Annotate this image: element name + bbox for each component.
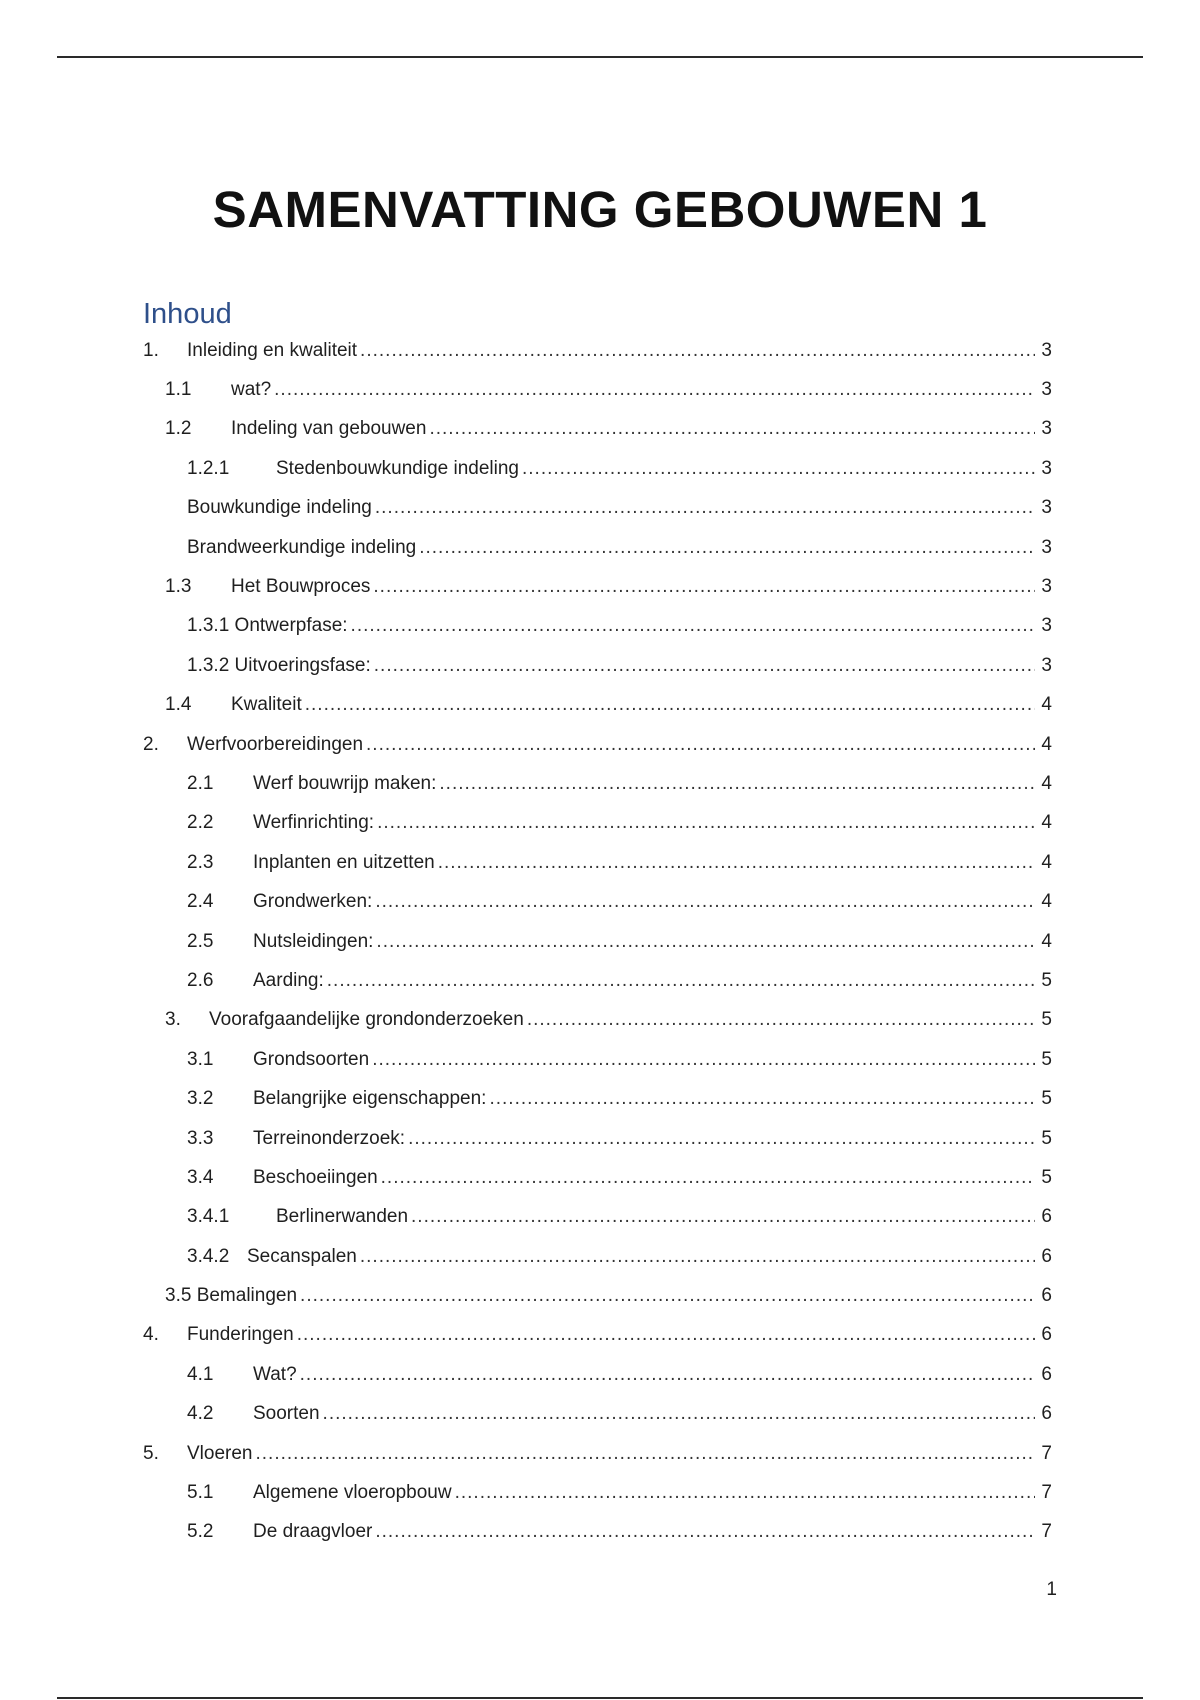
toc-dot-leader [360,1245,1035,1269]
toc-dot-leader [527,1008,1035,1032]
toc-dot-leader [300,1363,1035,1387]
toc-entry-title: Bouwkundige indeling [187,497,372,519]
toc-dot-leader [351,614,1035,638]
toc-entry-title: Inleiding en kwaliteit [187,339,358,361]
toc-dot-leader [305,693,1035,717]
toc-entry-page: 4 [1041,694,1052,716]
toc-entry-number: 2.3 [187,851,214,873]
toc-entry[interactable] [0,922,1200,961]
toc-entry-title: Indeling van gebouwen [231,418,427,440]
toc-entry-page: 5 [1041,1127,1052,1149]
toc-entry-title: Aarding: [253,969,324,991]
toc-entry[interactable] [0,449,1200,488]
toc-entry[interactable] [0,1434,1200,1473]
toc-entry[interactable] [0,1316,1200,1355]
toc-dot-leader [323,1402,1035,1426]
document-title: SAMENVATTING GEBOUWEN 1 [212,181,988,239]
toc-entry-title: Terreinonderzoek: [253,1127,406,1149]
toc-entry-page: 5 [1041,1088,1052,1110]
toc-dot-leader [439,772,1035,796]
toc-entry[interactable] [0,843,1200,882]
toc-entry-number: 2.4 [187,891,214,913]
toc-entry[interactable] [0,489,1200,528]
toc-dot-leader [429,417,1035,441]
toc-entry-page: 5 [1041,1048,1052,1070]
toc-entry-title: Kwaliteit [231,694,302,716]
toc-entry-number: 2. [143,733,159,755]
toc-entry-title: Algemene vloeropbouw [253,1482,452,1504]
toc-entry-title: Voorafgaandelijke grondonderzoeken [209,1009,524,1031]
toc-entry-title: Het Bouwproces [231,576,371,598]
toc-entry[interactable] [0,1040,1200,1079]
toc-entry-number: 1.2 [165,418,192,440]
toc-entry-number: 4.2 [187,1403,214,1425]
toc-entry[interactable] [0,725,1200,764]
toc-entry-page: 3 [1041,615,1052,637]
toc-dot-leader [300,1284,1035,1308]
toc-entry-number: 4.1 [187,1363,214,1385]
toc-entry-page: 6 [1041,1206,1052,1228]
toc-entry-page: 3 [1041,418,1052,440]
toc-entry[interactable] [0,1237,1200,1276]
toc-entry[interactable] [0,1119,1200,1158]
toc-entry-number: 5.1 [187,1482,214,1504]
toc-entry-page: 4 [1041,812,1052,834]
toc-dot-leader [522,457,1035,481]
toc-entry-title: Soorten [253,1403,320,1425]
toc-entry-page: 4 [1041,733,1052,755]
toc-entry-number: 3.2 [187,1088,214,1110]
toc-entry-title: Grondwerken: [253,891,373,913]
toc-entry-title: Vloeren [187,1442,253,1464]
toc-dot-leader [438,851,1035,875]
toc-entry-page: 3 [1041,654,1052,676]
toc-entry[interactable] [0,528,1200,567]
toc-entry[interactable] [0,804,1200,843]
toc-dot-leader [375,496,1035,520]
toc-entry-title: Werfinrichting: [253,812,375,834]
toc-entry-page: 3 [1041,457,1052,479]
toc-entry-title: Funderingen [187,1324,294,1346]
toc-entry-page: 3 [1041,536,1052,558]
toc-entry-title: Werf bouwrijp maken: [253,772,437,794]
toc-entry[interactable] [0,607,1200,646]
toc-entry-title: wat? [231,379,272,401]
toc-entry[interactable] [0,1079,1200,1118]
toc-dot-leader [366,733,1035,757]
toc-entry-page: 4 [1041,772,1052,794]
toc-entry[interactable] [0,1473,1200,1512]
toc-dot-leader [375,890,1035,914]
toc-entry-page: 6 [1041,1245,1052,1267]
toc-entry-page: 4 [1041,851,1052,873]
toc-entry-number: 2.2 [187,812,214,834]
toc-dot-leader [373,575,1035,599]
toc-entry[interactable] [0,1158,1200,1197]
toc-dot-leader [360,339,1035,363]
toc-entry[interactable] [0,1001,1200,1040]
toc-entry-number: 1.4 [165,694,192,716]
toc-entry[interactable] [0,882,1200,921]
toc-entry[interactable] [0,410,1200,449]
toc-entry[interactable] [0,764,1200,803]
toc-entry-number: 1.3 [165,576,192,598]
toc-entry[interactable] [0,686,1200,725]
toc-entry-number: 1.2.1 [187,457,230,479]
toc-entry-number: 2.6 [187,969,214,991]
toc-dot-leader [327,969,1035,993]
toc-entry-page: 3 [1041,379,1052,401]
toc-entry-title: Wat? [253,1363,297,1385]
toc-entry-number: 3.4 [187,1166,214,1188]
toc-dot-leader [274,378,1035,402]
toc-entry-number: 4. [143,1324,159,1346]
toc-entry[interactable] [0,331,1200,370]
toc-heading: Inhoud [143,298,232,330]
toc-entry-page: 4 [1041,891,1052,913]
toc-entry-number: 3.4.1 [187,1206,230,1228]
toc-entry-title: Berlinerwanden [276,1206,409,1228]
toc-entry-page: 6 [1041,1363,1052,1385]
toc-entry[interactable] [0,1198,1200,1237]
toc-entry-title: 3.5 Bemalingen [165,1285,298,1307]
toc-entry-page: 7 [1041,1482,1052,1504]
toc-entry-number: 3.3 [187,1127,214,1149]
toc-entry-title: Grondsoorten [253,1048,370,1070]
toc-entry[interactable] [0,370,1200,409]
toc-entry-page: 6 [1041,1285,1052,1307]
toc-entry-page: 4 [1041,930,1052,952]
toc-dot-leader [376,930,1035,954]
toc-entry-number: 2.1 [187,772,214,794]
toc-entry-number: 3. [165,1009,181,1031]
toc-entry[interactable] [0,567,1200,606]
toc-entry-title: Stedenbouwkundige indeling [276,457,519,479]
toc-entry-page: 6 [1041,1324,1052,1346]
toc-entry-title: De draagvloer [253,1521,373,1543]
toc-entry[interactable] [0,1355,1200,1394]
toc-entry-page: 3 [1041,497,1052,519]
toc-entry-title: Secanspalen [247,1245,357,1267]
toc-dot-leader [374,654,1035,678]
toc-entry-title: 1.3.2 Uitvoeringsfase: [187,654,371,676]
toc-dot-leader [372,1048,1035,1072]
toc-entry[interactable] [0,1395,1200,1434]
toc-entry[interactable] [0,646,1200,685]
toc-entry-page: 7 [1041,1521,1052,1543]
toc-entry-number: 1. [143,339,159,361]
toc-entry-page: 7 [1041,1442,1052,1464]
toc-entry-page: 5 [1041,1166,1052,1188]
table-of-contents [0,331,1200,1552]
toc-entry-title: 1.3.1 Ontwerpfase: [187,615,348,637]
page-number: 1 [1046,1579,1057,1600]
toc-entry-page: 3 [1041,339,1052,361]
toc-entry-title: Brandweerkundige indeling [187,536,417,558]
toc-entry-number: 5. [143,1442,159,1464]
toc-entry-title: Werfvoorbereidingen [187,733,364,755]
toc-entry-title: Nutsleidingen: [253,930,374,952]
toc-entry-number: 3.4.2 [187,1245,230,1267]
toc-entry[interactable] [0,1276,1200,1315]
toc-dot-leader [375,1520,1035,1544]
toc-dot-leader [256,1442,1036,1466]
toc-dot-leader [411,1205,1035,1229]
toc-dot-leader [419,536,1035,560]
toc-entry-page: 6 [1041,1403,1052,1425]
toc-dot-leader [455,1481,1035,1505]
toc-dot-leader [489,1087,1035,1111]
header-rule [57,56,1143,58]
toc-entry[interactable] [0,1513,1200,1552]
footer-rule [57,1697,1143,1699]
toc-entry-title: Beschoeiingen [253,1166,378,1188]
toc-entry-number: 3.1 [187,1048,214,1070]
toc-dot-leader [408,1127,1035,1151]
toc-dot-leader [381,1166,1035,1190]
toc-entry-number: 1.1 [165,379,192,401]
toc-entry-page: 5 [1041,1009,1052,1031]
toc-dot-leader [377,811,1035,835]
toc-entry-page: 3 [1041,576,1052,598]
toc-entry[interactable] [0,961,1200,1000]
toc-entry-number: 5.2 [187,1521,214,1543]
toc-entry-page: 5 [1041,969,1052,991]
toc-entry-title: Inplanten en uitzetten [253,851,435,873]
toc-entry-title: Belangrijke eigenschappen: [253,1088,487,1110]
toc-entry-number: 2.5 [187,930,214,952]
toc-dot-leader [297,1323,1035,1347]
